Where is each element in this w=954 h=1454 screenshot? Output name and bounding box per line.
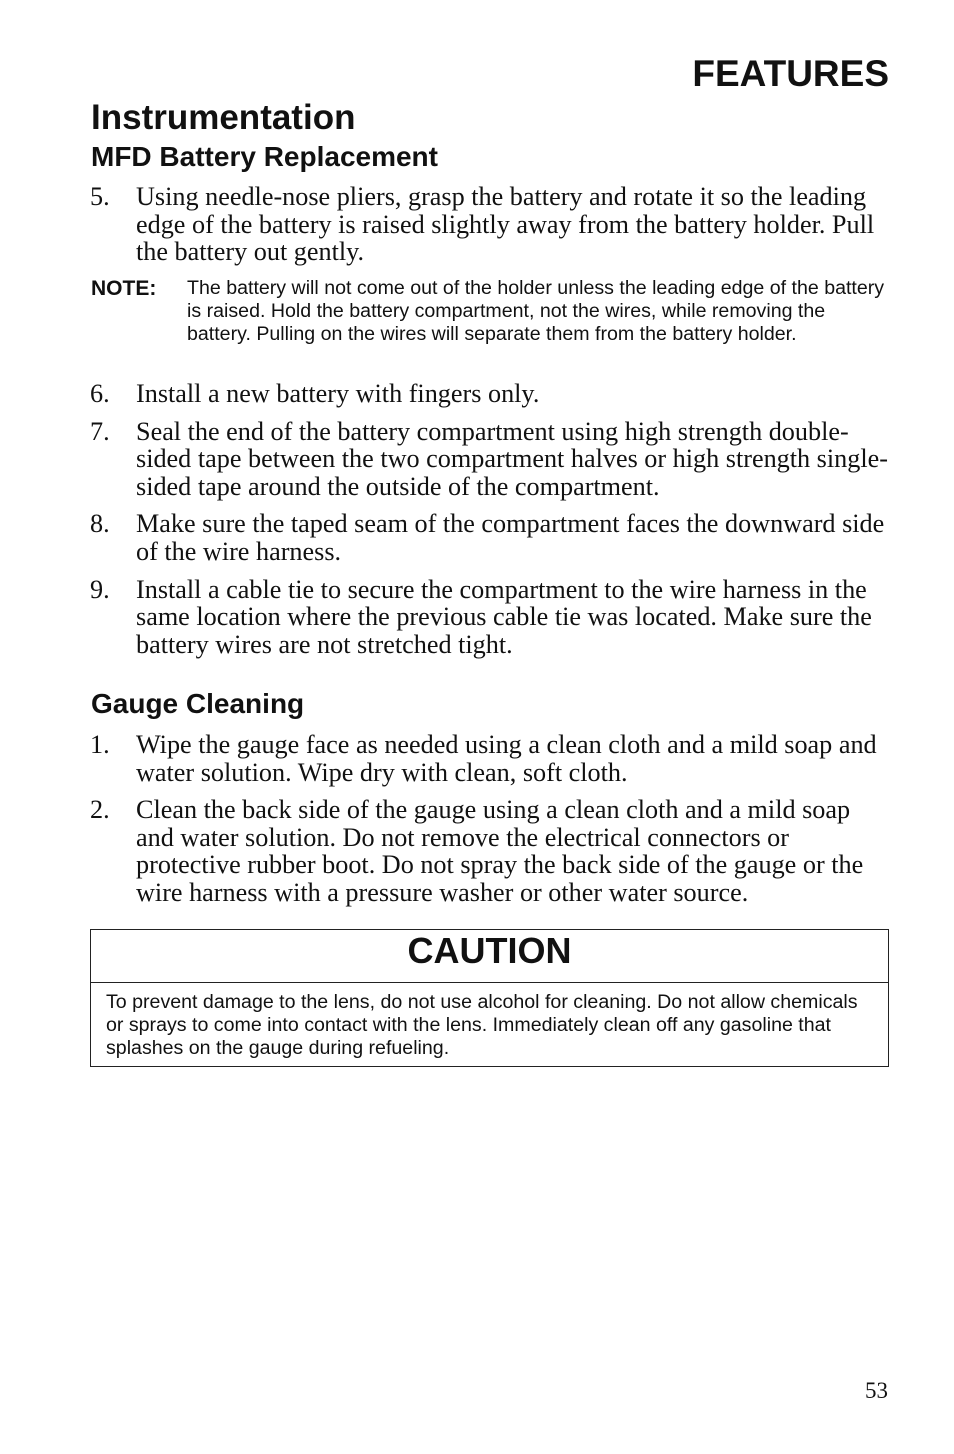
step-number: 7.: [90, 416, 110, 446]
list-item: [90, 576, 890, 659]
step-number: 5.: [90, 182, 110, 211]
step-text: Make sure the taped seam of the compartment faces the downward side of the wire harness.: [136, 509, 885, 566]
step-number: 2.: [90, 795, 110, 825]
section-title: FEATURES: [692, 53, 889, 94]
list-item: [90, 510, 890, 565]
caution-title: CAUTION: [91, 930, 888, 983]
step-text: Using needle-nose pliers, grasp the battery and rotate it so the leading edge of the battery is raised slightly away from the battery holder. Pull the battery out gently.: [136, 182, 875, 267]
battery-replacement-heading: MFD Battery Replacement: [91, 141, 438, 172]
gauge-cleaning-heading: Gauge Cleaning: [91, 688, 305, 719]
list-item: [90, 796, 890, 906]
step-number: 8.: [90, 509, 110, 539]
caution-text: To prevent damage to the lens, do not use alcohol for cleaning. Do not allow chemicals or sprays to come into contact with the lens. Immediately clean off any gasoline that splashes on the gauge during refueling.: [106, 991, 858, 1059]
step-text: Wipe the gauge face as needed using a clean cloth and a mild soap and water solution. Wipe dry with clean, soft cloth.: [136, 730, 877, 787]
list-item: [90, 731, 890, 786]
step-number: 1.: [90, 730, 110, 759]
page-number: 53: [865, 1378, 888, 1403]
list-item: [90, 183, 890, 266]
note-text: The battery will not come out of the holder unless the leading edge of the battery is raised. Hold the battery compartment, not the wires, while removing the battery. Pulling on the wires will separate them from the battery holder.: [187, 277, 885, 345]
caution-box: [90, 929, 889, 1067]
step-text: Seal the end of the battery compartment using high strength double-sided tape between the two compartment halves or high strength single-sided tape around the outside of the compartment.: [136, 416, 888, 501]
cleaning-steps-list: [90, 731, 890, 917]
list-item: [90, 380, 890, 408]
battery-steps-list-b: [90, 380, 890, 668]
step-text: Install a new battery with fingers only.: [136, 379, 540, 408]
step-number: 9.: [90, 574, 110, 604]
battery-steps-list-a: [90, 183, 890, 276]
list-item: [90, 418, 890, 501]
step-number: 6.: [90, 379, 110, 408]
step-text: Clean the back side of the gauge using a clean cloth and a mild soap and water solution. Do not remove the electrical connectors or protective rubber boot. Do not spray the back side of the gauge or the wire harness with a pressure washer or other water source.: [136, 795, 864, 907]
step-text: Install a cable tie to secure the compartment to the wire harness in the same location where the previous cable tie was located. Make sure the battery wires are not stretched tight.: [136, 574, 872, 659]
note-label: NOTE:: [91, 277, 157, 300]
page-title: Instrumentation: [91, 98, 356, 137]
note-block: [91, 277, 891, 346]
